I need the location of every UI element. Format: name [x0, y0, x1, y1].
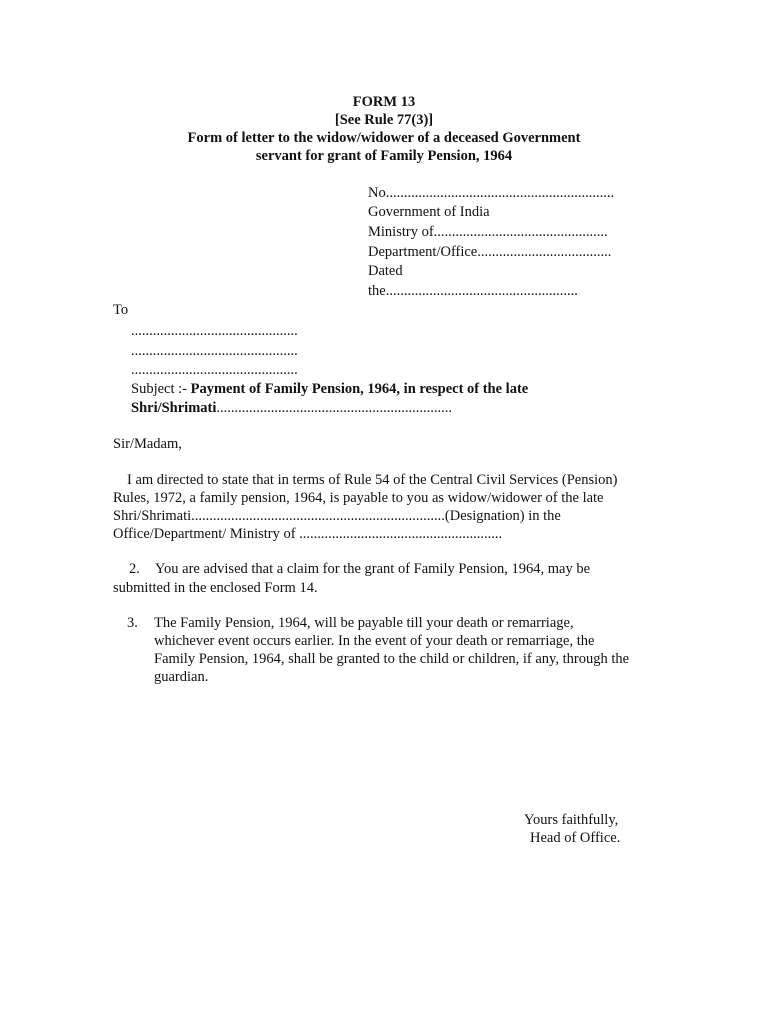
address-line-3: ..............................................	[131, 362, 298, 378]
rule-reference: [See Rule 77(3)]	[334, 112, 434, 128]
paragraph-3-number: 3.	[127, 615, 138, 631]
government-label: Government of India	[368, 204, 490, 220]
paragraph-2-line-2: submitted in the enclosed Form 14.	[113, 580, 318, 596]
to-label: To	[113, 302, 129, 318]
address-line-1: ..............................................	[131, 323, 298, 339]
ministry-field: Ministry of................................................	[368, 224, 608, 240]
paragraph-2-number: 2.	[129, 561, 140, 577]
subject-name-label: Shri/Shrimati	[131, 400, 217, 416]
subject-prefix: Subject :-	[131, 381, 191, 397]
department-field: Department/Office.....................................	[368, 244, 612, 260]
paragraph-1-line-3: Shri/Shrimati......................................................................(Designation) in the	[113, 508, 561, 524]
paragraph-1-line-1: I am directed to state that in terms of Rule 54 of the Central Civil Services (Pension)	[127, 472, 618, 488]
subject-line	[131, 380, 528, 399]
paragraph-3-line-3: Family Pension, 1964, shall be granted to the child or children, if any, through the	[154, 651, 630, 667]
paragraph-3-line-1: The Family Pension, 1964, will be payable till your death or remarriage,	[154, 615, 574, 631]
letter-number-field: No...............................................................	[368, 185, 615, 201]
paragraph-3-line-2: whichever event occurs earlier. In the event of your death or remarriage, the	[154, 633, 595, 649]
paragraph-2-line-1: You are advised that a claim for the grant of Family Pension, 1964, may be	[155, 561, 591, 577]
subject-name-line	[131, 399, 452, 418]
address-line-2: ..............................................	[131, 343, 298, 359]
date-field: the.....................................................	[368, 283, 578, 299]
salutation: Sir/Madam,	[113, 436, 182, 452]
form-number: FORM 13	[352, 94, 416, 110]
form-title-line-1: Form of letter to the widow/widower of a deceased Government	[187, 130, 581, 146]
paragraph-1-line-2: Rules, 1972, a family pension, 1964, is payable to you as widow/widower of the late	[113, 490, 604, 506]
paragraph-1-line-4: Office/Department/ Ministry of ........................................................	[113, 526, 503, 542]
subject-name-blank: .................................................................	[216, 400, 453, 416]
closing-head-of-office: Head of Office.	[530, 830, 621, 846]
paragraph-3-line-4: guardian.	[154, 669, 209, 685]
form-title-line-2: servant for grant of Family Pension, 1964	[255, 148, 513, 164]
closing-yours-faithfully: Yours faithfully,	[524, 812, 619, 828]
subject-text: Payment of Family Pension, 1964, in respect of the late	[190, 381, 529, 397]
dated-label: Dated	[368, 263, 403, 279]
